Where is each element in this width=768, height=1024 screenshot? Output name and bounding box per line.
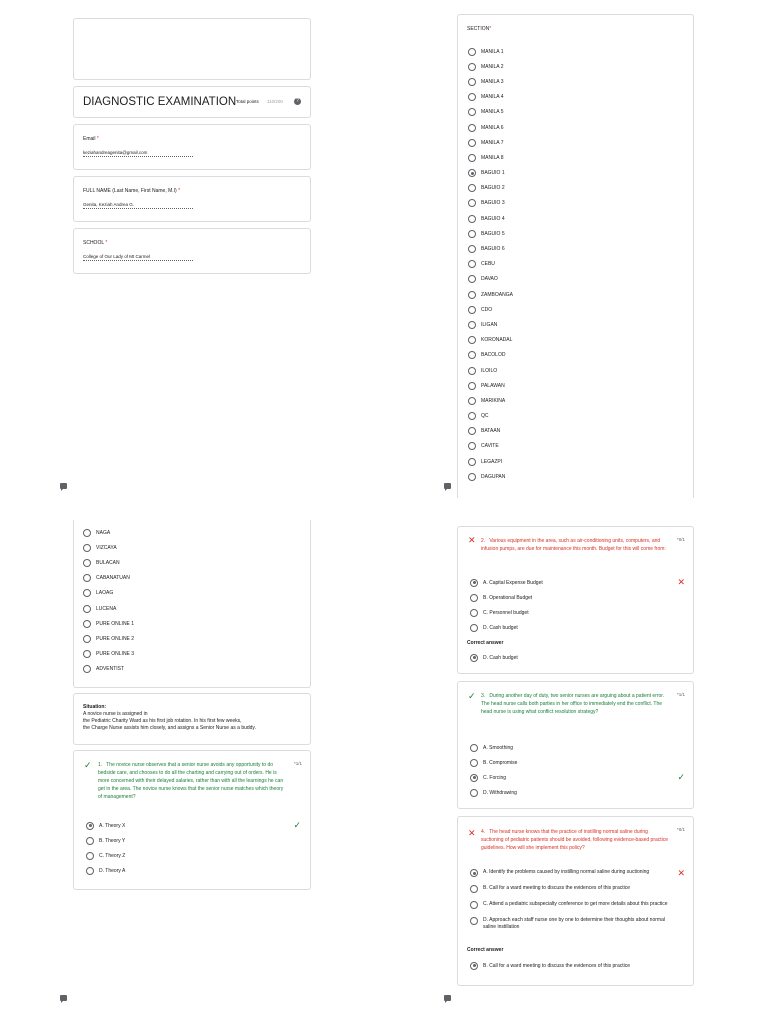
radio-button[interactable] [468,412,476,420]
radio-button[interactable] [468,275,476,283]
option-label: D. Approach each staff nurse one by one to determine their thoughts about normal saline instillation [483,917,665,930]
question-score: *1/1 [293,761,302,766]
radio-option[interactable] [470,590,685,605]
radio-button[interactable] [468,139,476,147]
radio-option[interactable] [468,333,513,348]
radio-option[interactable] [470,605,685,620]
radio-option[interactable] [468,74,513,89]
option-label: ILIGAN [481,321,498,328]
radio-button[interactable] [470,759,478,767]
radio-option[interactable] [470,917,685,931]
option-label: BAGUIO 5 [481,230,505,237]
radio-button[interactable] [468,93,476,101]
fullname-field[interactable]: Genita, Keziah Andrea G. [83,202,193,209]
radio-button[interactable] [468,427,476,435]
check-icon: ✓ [84,760,92,770]
answer-options [470,575,685,636]
help-icon[interactable]: ? [294,98,301,105]
option-label: C. Attend a pediatric subspecialty conference to get more details about this practice [483,901,668,907]
radio-option[interactable] [470,869,685,881]
answer-options [86,818,301,879]
radio-button[interactable] [468,442,476,450]
question-card [457,526,694,674]
option-label: QC [481,413,489,420]
radio-selected[interactable] [470,869,478,877]
radio-button[interactable] [468,199,476,207]
check-icon: ✓ [468,691,476,701]
email-field[interactable]: keziahandreagenita@gmail.com [83,150,193,157]
option-label: CDO [481,306,493,313]
form-title-card [73,86,311,118]
radio-button[interactable] [468,260,476,268]
question-text: During another day of duty, two senior nurses are arguing about a patient error. The head nurse calls both parties in her office to immediately end the conflict. The head nurse is using what conflict resolution strategy? [481,693,665,715]
radio-option[interactable] [86,864,301,879]
option-label: CEBU [481,261,495,268]
radio-option[interactable] [468,135,513,150]
radio-button[interactable] [470,624,478,632]
radio-option[interactable] [83,586,134,601]
option-label: C. Personnel budget [483,609,529,616]
radio-option[interactable] [468,272,513,287]
radio-button[interactable] [83,650,91,658]
radio-button[interactable] [468,291,476,299]
radio-option[interactable] [470,786,685,801]
header-banner-card [73,18,311,80]
correct-answer-label: Correct answer [467,640,504,646]
check-icon: ✓ [293,820,301,830]
radio-option[interactable] [468,317,513,332]
option-label: MANILA 3 [481,78,504,85]
answer-options [470,869,685,935]
option-label: C. Forcing [483,774,507,781]
radio-option[interactable] [83,525,134,540]
required-mark: * [105,240,108,246]
radio-button[interactable] [468,230,476,238]
question-text: The head nurse knows that the practice of instilling normal saline during suctioning of pediatric patients should be avoided, following evidence-based practice guidelines. How will she implement this policy? [481,829,669,851]
school-field[interactable]: College of Our Lady of Mt Carmel [83,254,193,261]
question-number: 4. [481,829,486,835]
radio-option[interactable] [83,662,134,677]
close-icon: ✕ [468,828,476,838]
radio-option[interactable] [468,378,513,393]
school-card [73,228,311,274]
radio-button[interactable] [468,473,476,481]
radio-selected [470,962,478,970]
answer-options [470,740,685,801]
radio-option[interactable] [468,181,513,196]
radio-button[interactable] [83,529,91,537]
option-label: MANILA 8 [481,154,504,161]
option-label: B. Theory Y [99,837,126,844]
question-card [457,681,694,809]
comment-icon[interactable] [444,995,451,1001]
radio-option[interactable] [86,818,301,833]
option-label: KORONADAL [481,337,513,344]
question-score: *0/1 [676,827,685,832]
radio-option[interactable] [468,393,513,408]
option-label: VIZCAYA [96,544,117,551]
comment-icon[interactable] [60,995,67,1001]
radio-button[interactable] [86,852,94,860]
radio-option[interactable] [470,740,685,755]
radio-selected[interactable] [468,169,476,177]
email-card [73,124,311,170]
radio-button[interactable] [468,306,476,314]
radio-button[interactable] [83,605,91,613]
radio-button[interactable] [86,837,94,845]
form-title: DIAGNOSTIC EXAMINATION [83,96,237,108]
option-label: PURE ONLINE 3 [96,651,135,658]
close-icon: ✕ [677,868,685,878]
radio-button[interactable] [468,154,476,162]
radio-button[interactable] [470,744,478,752]
radio-button[interactable] [83,665,91,673]
radio-option[interactable] [468,120,513,135]
situation-title: Situation: [83,704,107,710]
radio-button[interactable] [470,885,478,893]
situation-line: the Pediatric Charity Ward as his first job rotation. In his first few weeks, [83,718,242,724]
close-icon: ✕ [677,577,685,587]
radio-selected[interactable] [470,579,478,587]
radio-option[interactable] [468,409,513,424]
radio-button[interactable] [468,397,476,405]
radio-option[interactable] [468,424,513,439]
close-icon: ✕ [468,535,476,545]
total-points-label: Total points [236,99,259,104]
option-label: CABANATUAN [96,575,130,582]
question-score: *0/1 [676,537,685,542]
fullname-label: FULL NAME (Last Name, First Name, M.I) [83,188,177,194]
situation-line: the Charge Nurse assists him closely, and assigns a Senior Nurse as a buddy. [83,725,256,731]
radio-option[interactable] [468,241,513,256]
option-label: NAGA [96,529,111,536]
radio-option[interactable] [468,348,513,363]
radio-button[interactable] [468,108,476,116]
radio-button[interactable] [470,594,478,602]
option-label: LAOAG [96,590,114,597]
radio-button[interactable] [470,901,478,909]
radio-button[interactable] [468,367,476,375]
radio-option[interactable] [470,755,685,770]
option-label: MANILA 1 [481,48,504,55]
radio-button[interactable] [468,48,476,56]
comment-icon[interactable] [60,483,67,489]
radio-option[interactable] [468,166,513,181]
radio-selected[interactable] [86,822,94,830]
radio-option[interactable] [468,90,513,105]
option-label: MARIKINA [481,397,506,404]
question-card [457,816,694,986]
option-label: MANILA 7 [481,139,504,146]
radio-option[interactable] [468,196,513,211]
option-label: ZAMBOANGA [481,291,513,298]
radio-button[interactable] [468,215,476,223]
option-label: D. Cash budget [483,625,518,632]
option-label: LEGAZPI [481,458,503,465]
radio-option[interactable] [468,363,513,378]
radio-button[interactable] [470,609,478,617]
option-label: D. Withdrawing [483,790,517,797]
question-card [73,750,311,890]
option-label: A. Smoothing [483,744,514,751]
correct-answer: D. Cash budget [470,650,518,665]
radio-option[interactable] [470,621,685,636]
required-mark: * [489,26,492,32]
option-label: B. Compromise [483,759,518,766]
radio-option[interactable] [468,59,513,74]
radio-option[interactable] [83,555,134,570]
radio-option[interactable] [468,105,513,120]
option-label: BAGUIO 6 [481,246,505,253]
radio-option[interactable] [468,454,513,469]
option-label: ILOILO [481,367,498,374]
radio-option[interactable] [468,44,513,59]
question-number: 2. [481,538,486,544]
radio-button[interactable] [468,184,476,192]
check-icon: ✓ [677,772,685,783]
option-label: ADVENTIST [96,666,125,673]
radio-button[interactable] [83,635,91,643]
radio-button[interactable] [470,789,478,797]
radio-button[interactable] [86,867,94,875]
option-label: BAGUIO 3 [481,200,505,207]
option-label: DAGUPAN [481,473,506,480]
radio-button[interactable] [468,124,476,132]
option-label: A. Capital Expense Budget [483,579,543,586]
radio-button[interactable] [468,321,476,329]
situation-line: A novice nurse is assigned in [83,711,148,717]
option-label: MANILA 2 [481,63,504,70]
radio-option[interactable] [83,540,134,555]
situation-card [73,693,311,745]
radio-button[interactable] [83,620,91,628]
section-options-list [468,44,513,484]
total-points-value: 110/200 [267,99,283,104]
option-label: PURE ONLINE 2 [96,635,135,642]
radio-option[interactable] [468,302,513,317]
correct-answer-label: Correct answer [467,947,504,953]
option-label: DAVAO [481,276,498,283]
school-label: SCHOOL [83,240,104,246]
radio-button[interactable] [83,544,91,552]
radio-option[interactable] [83,647,134,662]
question-text: The novice nurse observes that a senior nurse avoids any opportunity to do bedside care, and chooses to do all the charting and carrying out of orders. He is more concerned with their delayed salaries, rather than with all the learnings he can get in the area. The novice nurse knows that the senior nurse matches which theory of management? [98,762,284,800]
radio-option[interactable] [86,848,301,863]
radio-option[interactable] [468,211,513,226]
fullname-card [73,176,311,222]
radio-option[interactable] [83,616,134,631]
option-label: C. Theory Z [99,852,126,859]
radio-button[interactable] [468,382,476,390]
radio-button[interactable] [83,574,91,582]
option-label: LUCENA [96,605,117,612]
option-label: PURE ONLINE 1 [96,620,135,627]
radio-selected[interactable] [470,774,478,782]
radio-button[interactable] [83,589,91,597]
question-number: 1. [98,762,103,768]
option-label: BATAAN [481,428,501,435]
required-mark: * [178,188,181,194]
option-label: A. Theory X [99,822,126,829]
question-number: 3. [481,693,486,699]
radio-button[interactable] [468,458,476,466]
radio-button[interactable] [468,336,476,344]
radio-option[interactable] [83,571,134,586]
required-mark: * [96,136,99,142]
option-label: BACOLOD [481,352,506,359]
question-score: *1/1 [676,692,685,697]
radio-option[interactable] [468,287,513,302]
option-label: B. Call for a ward meeting to discuss the evidences of this practice [483,885,631,891]
radio-option[interactable] [468,257,513,272]
section-options-list [83,525,134,677]
radio-option[interactable] [468,150,513,165]
radio-option[interactable] [86,833,301,848]
radio-button[interactable] [470,917,478,925]
option-label: MANILA 6 [481,124,504,131]
comment-icon[interactable] [444,483,451,489]
option-label: D. Theory A [99,868,126,875]
option-label: CAVITE [481,443,499,450]
section-label: SECTION [467,26,490,32]
radio-option[interactable] [83,601,134,616]
radio-option[interactable] [470,575,685,590]
radio-option[interactable] [470,885,685,897]
radio-selected [470,654,478,662]
radio-button[interactable] [468,245,476,253]
option-label: A. Identify the problems caused by instilling normal saline during suctioning [483,869,650,875]
radio-button[interactable] [468,78,476,86]
email-label: Email [83,136,96,142]
question-text: Various equipment in the area, such as air-conditioning units, computers, and infusion pumps, are due for maintenance this month. Budget for this will come from: [481,538,666,552]
radio-button[interactable] [83,559,91,567]
radio-option[interactable] [468,226,513,241]
correct-answer: B. Call for a ward meeting to discuss the evidences of this practice [470,958,630,973]
radio-button[interactable] [468,63,476,71]
option-label: MANILA 4 [481,94,504,101]
radio-button[interactable] [468,351,476,359]
option-label: PALAWAN [481,382,505,389]
radio-option[interactable] [470,770,685,785]
section-card-continued [73,520,311,688]
option-label: MANILA 5 [481,109,504,116]
option-label: BAGUIO 1 [481,170,505,177]
radio-option[interactable] [470,901,685,913]
option-label: BAGUIO 4 [481,215,505,222]
option-label: B. Operational Budget [483,594,533,601]
radio-option[interactable] [468,469,513,484]
option-label: BAGUIO 2 [481,185,505,192]
radio-option[interactable] [83,631,134,646]
radio-option[interactable] [468,439,513,454]
option-label: BULACAN [96,559,120,566]
section-card [457,14,694,498]
